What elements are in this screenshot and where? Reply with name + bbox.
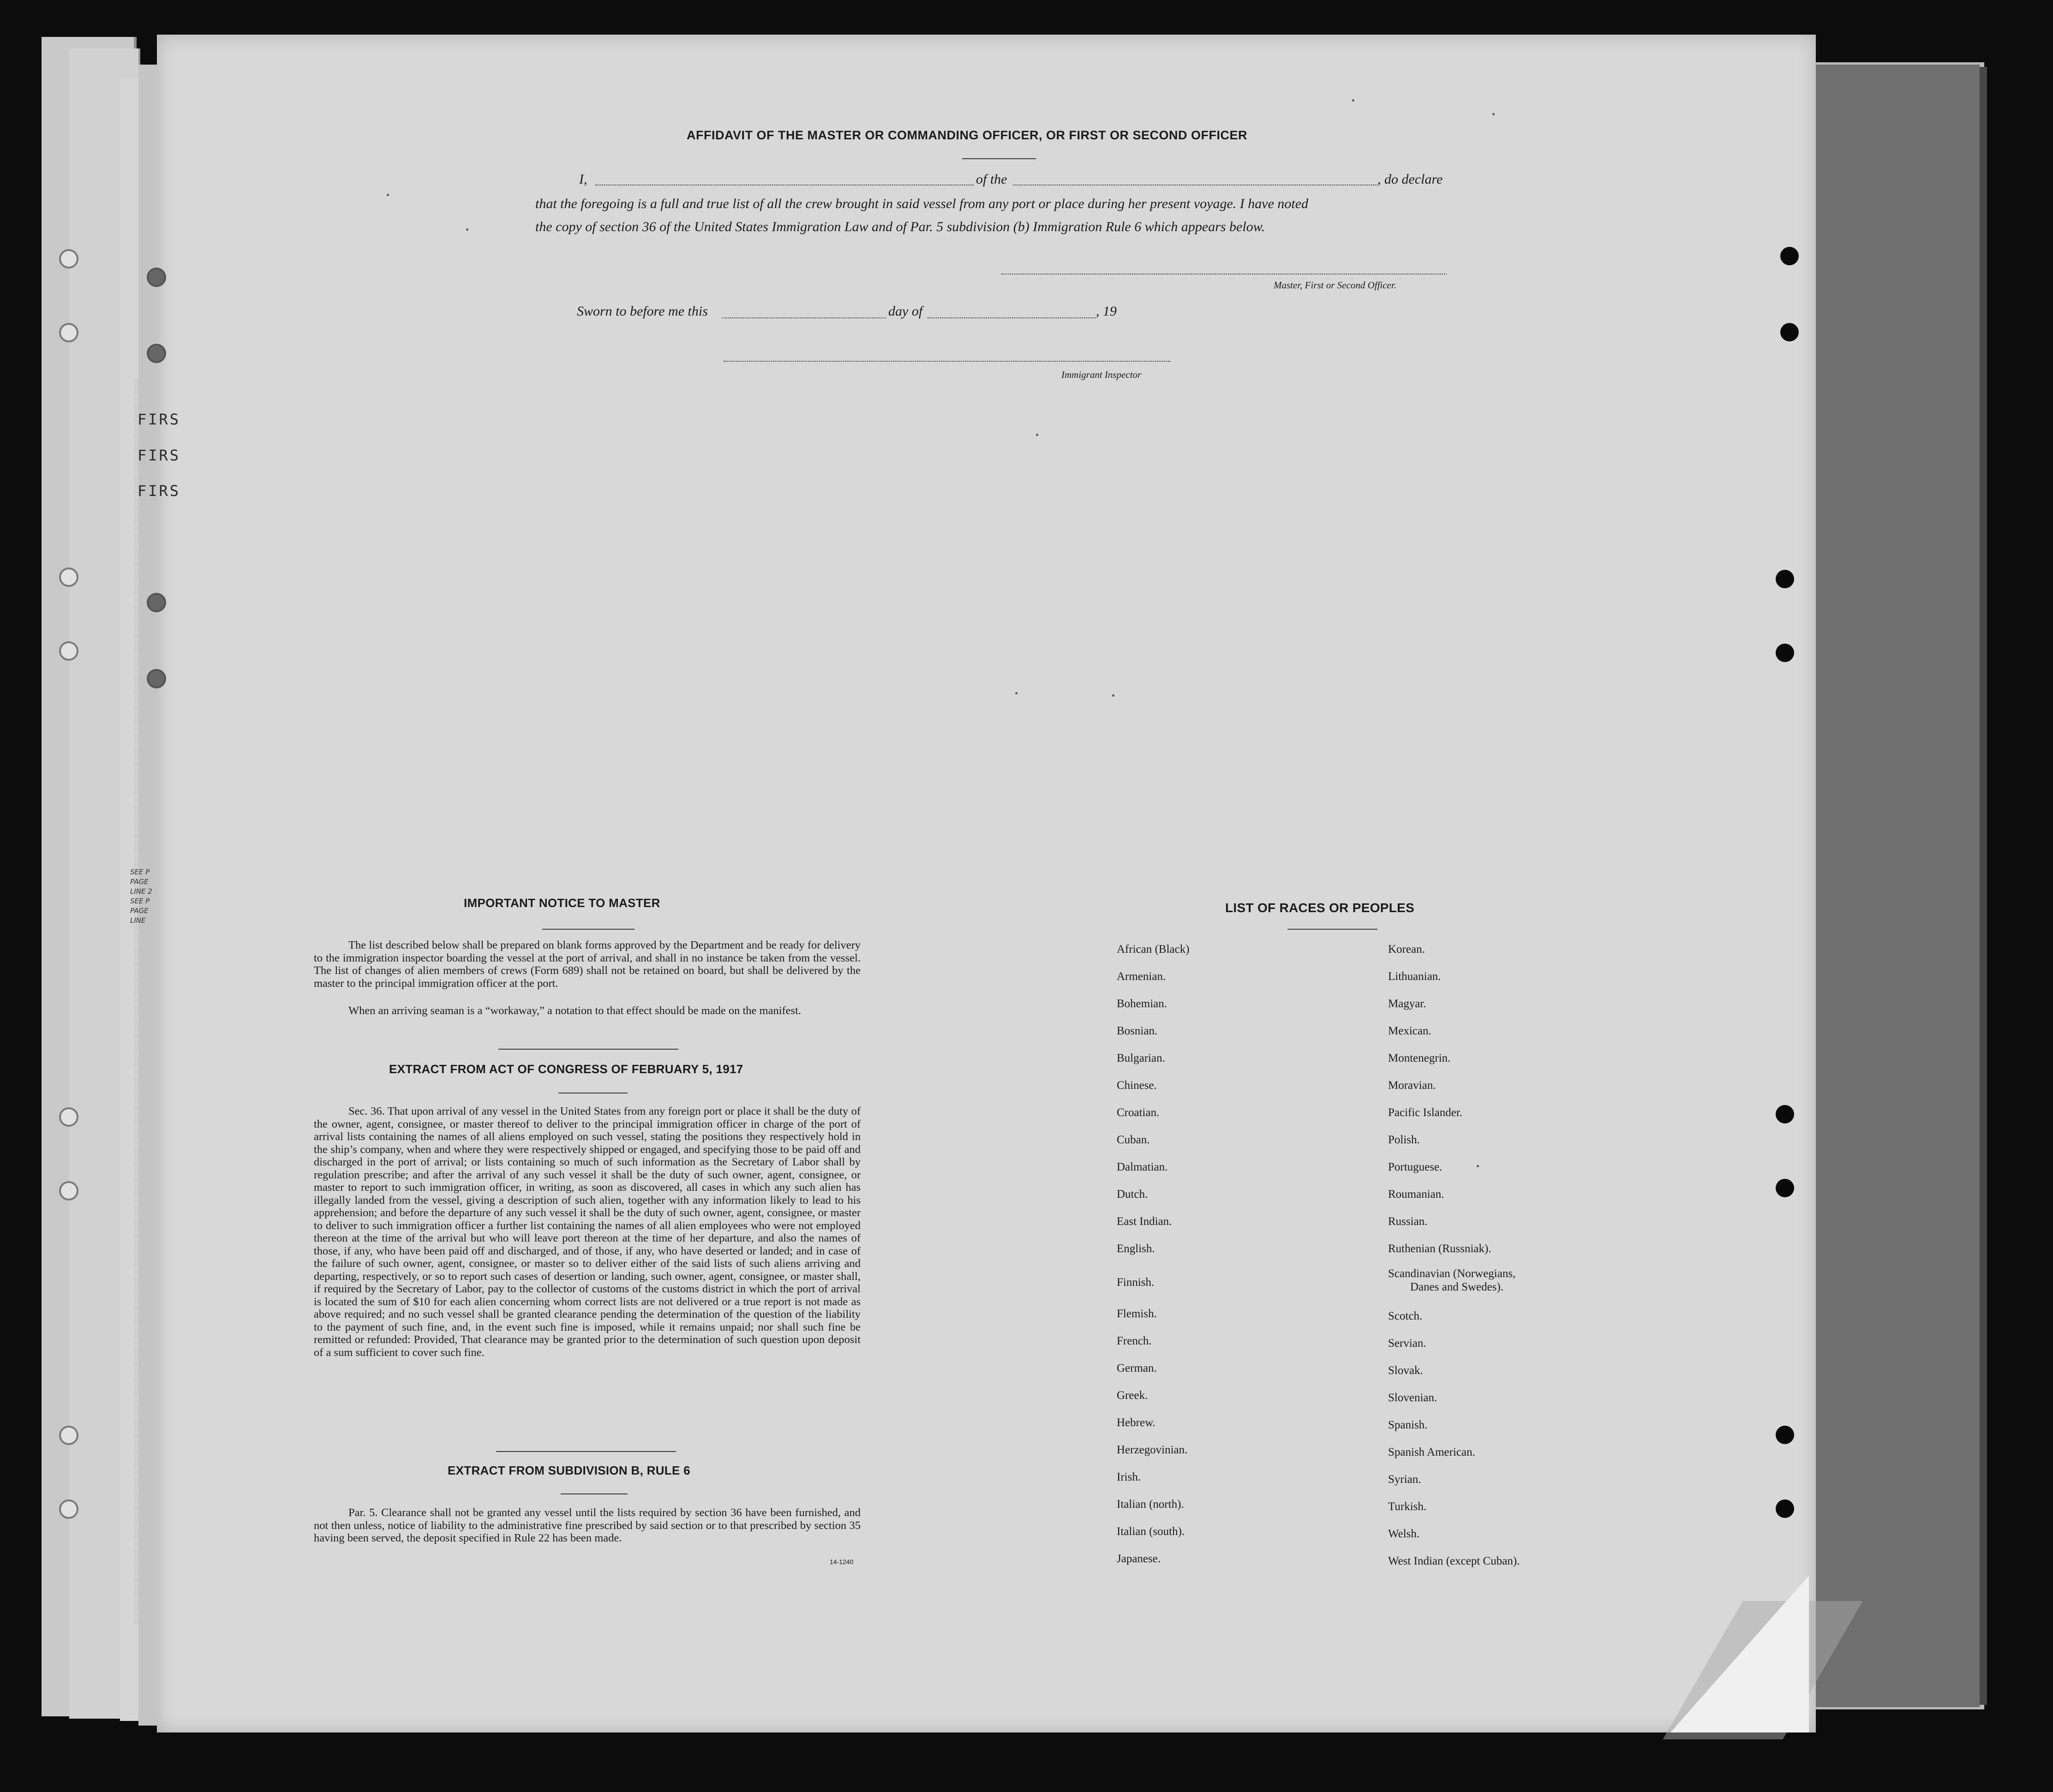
- race-list-item: Mexican.: [1388, 1025, 1431, 1037]
- affidavit-declare-label: , do declare: [1377, 172, 1443, 187]
- race-list-item: Finnish.: [1117, 1276, 1155, 1289]
- race-list-item: Bosnian.: [1117, 1025, 1158, 1037]
- race-list-item: Dutch.: [1117, 1188, 1148, 1201]
- right-shadow-page: [1814, 65, 1980, 1707]
- race-list-item: African (Black): [1117, 943, 1190, 956]
- underlying-label: FIRS: [138, 482, 181, 500]
- punch-hole-icon: [1780, 323, 1799, 341]
- punch-hole-icon: [1776, 1179, 1794, 1197]
- ring-hole-icon: [59, 1107, 78, 1127]
- right-page-edge: [1980, 67, 1987, 1705]
- race-list-item: Chinese.: [1117, 1079, 1157, 1092]
- affidavit-i-label: I,: [579, 172, 587, 187]
- ring-hole-icon: [59, 323, 78, 342]
- underlying-label: FIRS: [138, 447, 181, 464]
- ring-hole-icon: [59, 641, 78, 661]
- notice-paragraph: When an arriving seaman is a “workaway,” a notation to that effect should be made on the manifest.: [348, 1004, 802, 1017]
- underlying-label: FIRS: [138, 411, 181, 428]
- race-list-item: Italian (south).: [1117, 1525, 1185, 1538]
- punch-hole-icon: [1776, 1499, 1794, 1518]
- race-list-item: Syrian.: [1388, 1473, 1421, 1486]
- race-list-item: Greek.: [1117, 1389, 1148, 1402]
- race-list-item: Slovak.: [1388, 1364, 1423, 1377]
- race-list-item: Hebrew.: [1117, 1416, 1155, 1429]
- punch-hole-icon: [1776, 1426, 1794, 1444]
- ring-hole-icon: [147, 669, 166, 688]
- ring-hole-icon: [59, 249, 78, 269]
- race-list-item: Spanish American.: [1388, 1446, 1475, 1458]
- ring-hole-icon: [59, 1181, 78, 1201]
- signature-caption: Master, First or Second Officer.: [1274, 280, 1396, 291]
- race-list-item: Polish.: [1388, 1134, 1420, 1146]
- sworn-month-field[interactable]: [928, 317, 1096, 318]
- heading-rule: [1287, 929, 1377, 930]
- race-list-item: Cuban.: [1117, 1134, 1150, 1146]
- act-extract-heading: EXTRACT FROM ACT OF CONGRESS OF FEBRUARY 5, 1917: [389, 1062, 743, 1076]
- sworn-year-label: , 19: [1096, 304, 1117, 319]
- ring-hole-icon: [59, 1426, 78, 1445]
- ring-hole-icon: [59, 1499, 78, 1519]
- inspector-caption: Immigrant Inspector: [1061, 369, 1142, 380]
- race-list-item: Bulgarian.: [1117, 1052, 1165, 1064]
- handwritten-margin-note: SEE P PAGE LINE 2 SEE P PAGE LINE: [130, 868, 152, 925]
- race-list-item: English.: [1117, 1242, 1155, 1255]
- race-list-item: East Indian.: [1117, 1215, 1172, 1228]
- race-list-item: Ruthenian (Russniak).: [1388, 1242, 1491, 1255]
- race-list-item: Russian.: [1388, 1215, 1428, 1228]
- affidavit-title: AFFIDAVIT OF THE MASTER OR COMMANDING OFFICER, OR FIRST OR SECOND OFFICER: [687, 128, 1247, 142]
- race-list-item: Bohemian.: [1117, 998, 1167, 1010]
- ring-hole-icon: [147, 344, 166, 363]
- race-list-item: Korean.: [1388, 943, 1425, 956]
- rule-extract-text: Par. 5. Clearance shall not be granted any vessel until the lists required by section 36 have been furnished, and not then unless, notice of liability to the administrative fine prescribed by said section or to that prescribed by section 35 having been served, the deposit specified in Rule 22 has been made.: [314, 1506, 861, 1544]
- heading-rule: [542, 929, 634, 930]
- section-rule: [498, 1049, 678, 1050]
- punch-hole-icon: [1776, 644, 1794, 662]
- heading-rule: [561, 1493, 628, 1494]
- form-number: 14-1240: [830, 1558, 854, 1565]
- document-page: [157, 35, 1816, 1732]
- punch-hole-icon: [1776, 570, 1794, 588]
- race-list-item: Turkish.: [1388, 1500, 1427, 1513]
- race-list-item: Slovenian.: [1388, 1392, 1437, 1404]
- sworn-day-of-label: day of: [888, 304, 923, 319]
- title-rule: [962, 158, 1036, 159]
- master-signature-field[interactable]: [1001, 274, 1447, 275]
- race-list-item: Italian (north).: [1117, 1498, 1184, 1511]
- section-rule: [496, 1451, 676, 1452]
- punch-hole-icon: [1780, 247, 1799, 265]
- race-list-item: French.: [1117, 1335, 1152, 1347]
- race-list-item: West Indian (except Cuban).: [1388, 1555, 1520, 1567]
- race-list-item: Scandinavian (Norwegians,: [1388, 1267, 1516, 1280]
- race-list-item: Servian.: [1388, 1337, 1426, 1350]
- folded-corner: [1670, 1576, 1809, 1732]
- race-list-item: Irish.: [1117, 1471, 1141, 1483]
- affidavit-statement-line: the copy of section 36 of the United States Immigration Law and of Par. 5 subdivision (b) Immigration Rule 6 which appears below.: [535, 219, 1265, 234]
- ring-hole-icon: [147, 593, 166, 612]
- race-list-item: Japanese.: [1117, 1553, 1161, 1565]
- race-list-item: Herzegovinian.: [1117, 1444, 1188, 1456]
- affidavit-vessel-label: of the: [976, 172, 1007, 187]
- race-list-item: Montenegrin.: [1388, 1052, 1451, 1064]
- act-extract-text: Sec. 36. That upon arrival of any vessel in the United States from any foreign port or place it shall be the duty of the owner, agent, consignee, or master thereof to deliver to the principal immigration officer in charge of the port of arrival lists containing the names of all aliens employed on such vessel, stating the positions they respectively hold in the ship’s company, when and where they were respectively shipped or engaged, and specifying those to be paid off and discharged in the port of arrival; or lists containing so much of such information as the Secretary of Labor shall by regulation prescribe; and after the arrival of any such vessel it shall be the duty of such owner, agent, consignee, or master to report to such immigration officer, in writing, as soon as discovered, all cases in which any such alien has illegally landed from the vessel, giving a description of such alien, together with any information likely to lead to his apprehension; and before the departure of any such vessel it shall be the duty of such owner, agent, consignee, or master to deliver to such immigration officer a further list containing the names of all alien employees who were not employed thereon at the time of the arrival but who will leave port thereon at the time of her departure, and also the names of those, if any, who have been paid off and discharged, and of those, if any, who have deserted or landed; and in case of the failure of such owner, agent, consignee, or master so to deliver either of the said lists of such aliens arriving and departing, respectively, or so to report such cases of desertion or landing, such owner, agent, consignee, or master shall, if required by the Secretary of Labor, pay to the collector of customs of the customs district in which the port of arrival is located the sum of $10 for each alien concerning whom correct lists are not delivered or a true report is not made as above required; and no such vessel shall be granted clearance pending the determination of the question of the liability to the payment of such fine, and, in the event such fine is imposed, while it remains unpaid; nor shall such fine be remitted or refunded: Provided, That clearance may be granted prior to the determination of such question upon deposit of a sum sufficient to cover such fine.: [314, 1105, 861, 1359]
- race-list-item: Spanish.: [1388, 1419, 1428, 1431]
- race-list-item: Pacific Islander.: [1388, 1106, 1463, 1119]
- punch-hole-icon: [1776, 1105, 1794, 1123]
- race-list-item: Armenian.: [1117, 970, 1166, 983]
- rule-extract-heading: EXTRACT FROM SUBDIVISION B, RULE 6: [448, 1463, 690, 1477]
- race-list-item: German.: [1117, 1362, 1157, 1374]
- race-list-item: Portuguese.: [1388, 1161, 1442, 1173]
- race-list-item: Moravian.: [1388, 1079, 1436, 1092]
- affidavit-statement-line: that the foregoing is a full and true list of all the crew brought in said vessel from any port or place during her present voyage. I have noted: [535, 196, 1309, 211]
- race-list-item: Magyar.: [1388, 998, 1426, 1010]
- race-list-item: Lithuanian.: [1388, 970, 1441, 983]
- notice-heading: IMPORTANT NOTICE TO MASTER: [464, 896, 660, 910]
- sworn-day-field[interactable]: [722, 317, 886, 318]
- notice-paragraph: The list described below shall be prepared on blank forms approved by the Department and be ready for delivery to the immigration inspector boarding the vessel at the port of arrival, and shall in no instance be taken from the vessel. The list of changes of alien members of crews (Form 689) shall not be retained on board, but shall be delivered by the master to the principal immigration officer at the port.: [314, 939, 861, 990]
- ring-hole-icon: [147, 268, 166, 287]
- races-heading: LIST OF RACES OR PEOPLES: [1225, 901, 1415, 915]
- race-list-item: Croatian.: [1117, 1106, 1160, 1119]
- race-list-item: Danes and Swedes).: [1410, 1281, 1504, 1293]
- sworn-label: Sworn to before me this: [577, 304, 708, 319]
- race-list-item: Flemish.: [1117, 1308, 1157, 1320]
- inspector-signature-field[interactable]: [724, 361, 1170, 362]
- race-list-item: Roumanian.: [1388, 1188, 1444, 1201]
- race-list-item: Dalmatian.: [1117, 1161, 1168, 1173]
- ring-hole-icon: [59, 567, 78, 587]
- race-list-item: Scotch.: [1388, 1310, 1423, 1322]
- race-list-item: Welsh.: [1388, 1528, 1420, 1540]
